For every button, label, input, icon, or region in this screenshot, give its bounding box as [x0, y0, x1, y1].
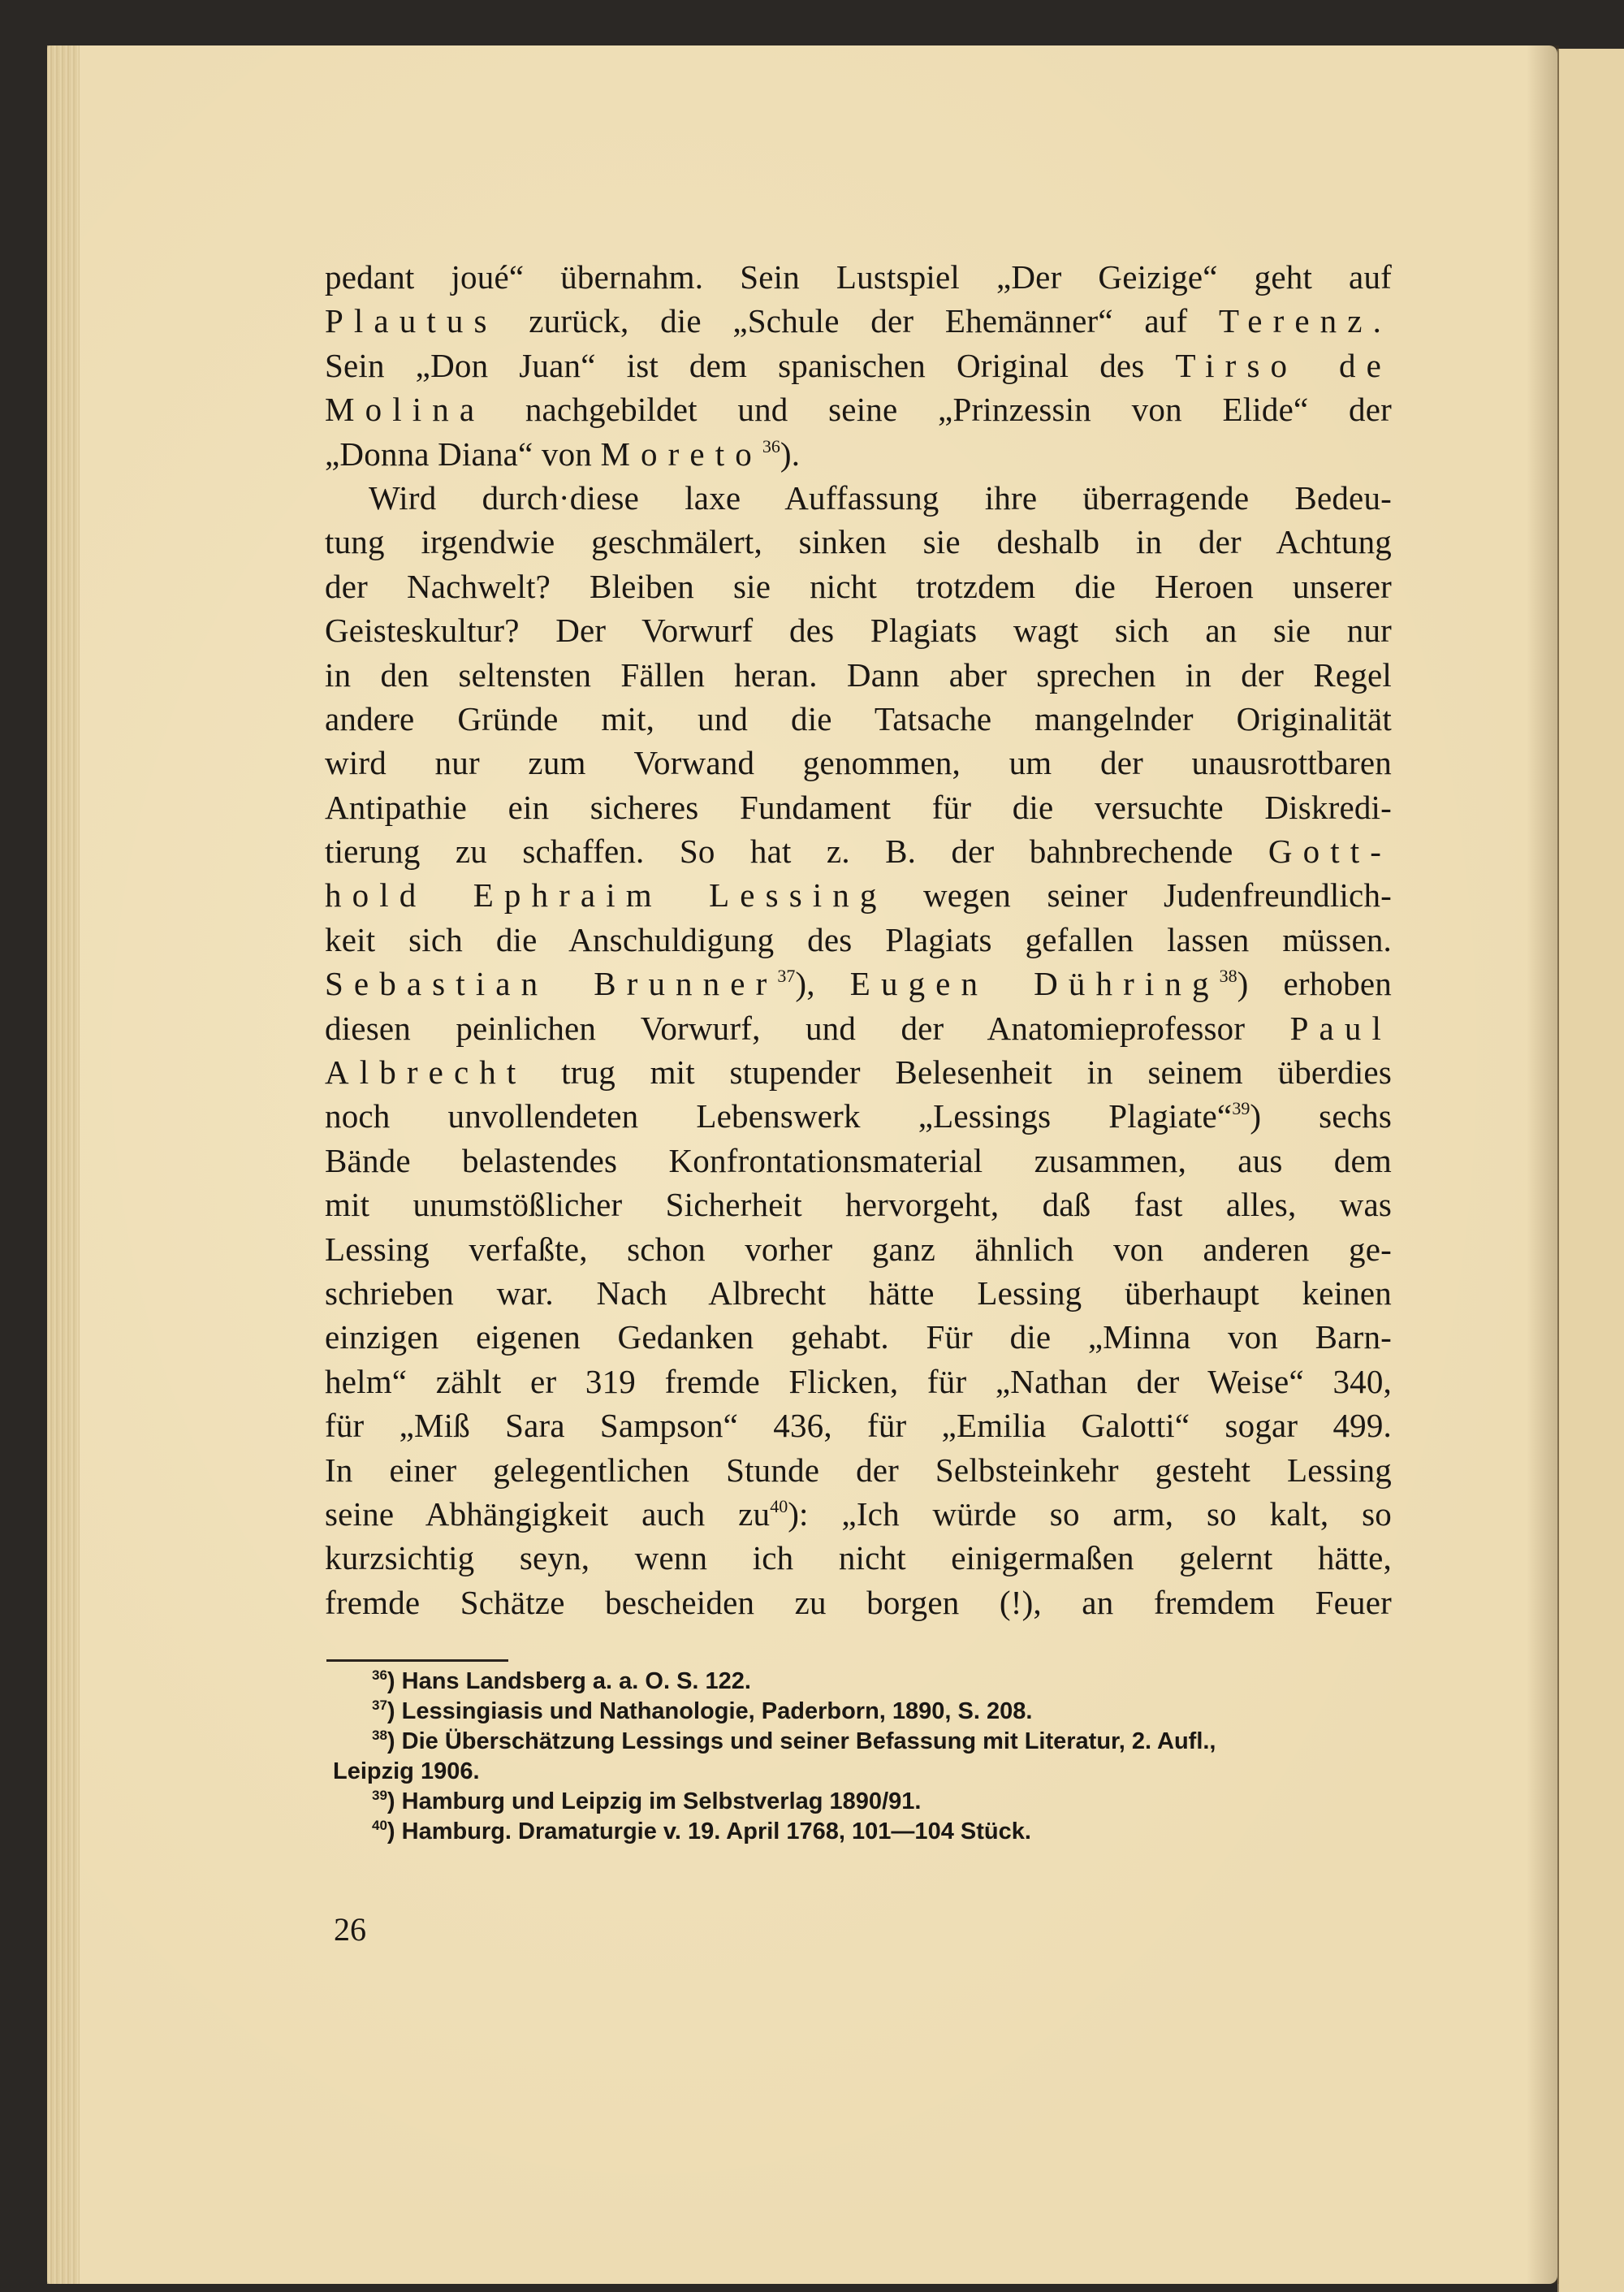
text-line — [325, 564, 1392, 608]
footnote-reference: 38 — [1219, 966, 1237, 987]
text-run: kurzsichtig seyn, wenn ich nicht einigermaßen gelernt hätte, — [325, 1539, 1392, 1577]
footnote-number: 39 — [372, 1788, 387, 1803]
body-text — [325, 255, 1392, 1624]
footnote-reference: 40 — [770, 1495, 788, 1516]
text-line — [325, 299, 1392, 343]
footnote — [333, 1697, 1389, 1727]
footnote-reference: 39 — [1232, 1098, 1250, 1119]
footnotes — [333, 1667, 1389, 1847]
spaced-name: hold Ephraim Lessing — [325, 876, 888, 915]
text-run: Bände belastendes Konfrontationsmaterial zusammen, aus dem — [325, 1141, 1392, 1179]
text-run: einzigen eigenen Gedanken gehabt. Für die „Minna von Barn- — [325, 1318, 1392, 1356]
spaced-name: Sebastian Brunner — [325, 965, 778, 1003]
page-number: 26 — [334, 1911, 366, 1948]
footnote — [333, 1817, 1389, 1847]
text-run: schrieben war. Nach Albrecht hätte Lessing überhaupt keinen — [325, 1274, 1392, 1312]
spaced-name: Eugen Dühring — [849, 965, 1220, 1003]
footnote — [333, 1787, 1389, 1817]
text-run: tierung zu schaffen. So hat z. B. der bahnbrechende — [325, 832, 1268, 871]
spaced-name: Tirso de — [1175, 346, 1392, 384]
text-run: nachgebildet und seine „Prinzessin von Elide“ der — [485, 391, 1392, 429]
text-run: fremde Schätze bescheiden zu borgen (!), an fremdem Feuer — [325, 1583, 1392, 1621]
text-line — [325, 432, 1392, 476]
text-line — [325, 1536, 1392, 1580]
text-run: In einer gelegentlichen Stunde der Selbsteinkehr gesteht Lessing — [325, 1451, 1392, 1489]
footnote-number: 38 — [372, 1728, 387, 1743]
text-run: andere Gründe mit, und die Tatsache mangelnder Originalität — [325, 699, 1392, 737]
text-line — [325, 1448, 1392, 1492]
text-line — [325, 1050, 1392, 1094]
text-run: ) sechs — [1250, 1097, 1392, 1135]
text-run: Sein „Don Juan“ ist dem spanischen Original des — [325, 346, 1176, 384]
text-line — [325, 1360, 1392, 1403]
text-line — [325, 697, 1392, 741]
text-line — [325, 962, 1392, 1005]
text-line — [325, 387, 1392, 431]
text-line — [325, 1094, 1392, 1138]
spaced-name: Plautus — [325, 302, 498, 340]
footnote-text: ) Lessingiasis und Nathanologie, Paderborn, 1890, S. 208. — [387, 1698, 1033, 1724]
text-run: seine Abhängigkeit auch zu — [325, 1494, 771, 1533]
text-line — [325, 653, 1392, 697]
text-run: trug mit stupender Belesenheit in seinem überdies — [526, 1053, 1392, 1092]
footnote — [333, 1757, 1389, 1787]
footnote-text: ) Hamburg. Dramaturgie v. 19. April 1768, 101—104 Stück. — [387, 1818, 1031, 1844]
text-run: wird nur zum Vorwand genommen, um der unausrottbaren — [325, 744, 1392, 782]
text-run: „Donna Diana“ von — [325, 435, 601, 473]
text-line — [325, 1006, 1392, 1050]
text-line — [325, 1315, 1392, 1359]
footnote — [333, 1727, 1389, 1757]
text-run: ) erhoben — [1237, 965, 1392, 1003]
gutter-shadow — [1527, 45, 1559, 2284]
text-line — [325, 1403, 1392, 1447]
text-line — [325, 1492, 1392, 1536]
text-run: für „Miß Sara Sampson“ 436, für „Emilia Galotti“ sogar 499. — [325, 1407, 1392, 1445]
text-line — [325, 1183, 1392, 1226]
text-run: pedant joué“ übernahm. Sein Lustspiel „Der Geizige“ geht auf — [325, 258, 1392, 296]
text-run: helm“ zählt er 319 fremde Flicken, für „Nathan der Weise“ 340, — [325, 1362, 1392, 1400]
footnote — [333, 1667, 1389, 1697]
footnote-text: ) Hamburg und Leipzig im Selbstverlag 1890/91. — [387, 1788, 922, 1814]
spaced-name: Terenz. — [1218, 302, 1392, 340]
text-line — [325, 918, 1392, 962]
footnote-reference: 36 — [762, 435, 780, 456]
text-line — [325, 1581, 1392, 1624]
text-line — [325, 1139, 1392, 1183]
footnote-number: 40 — [372, 1818, 387, 1833]
text-run: Wird durch·diese laxe Auffassung ihre überragende Bedeu- — [369, 478, 1392, 517]
text-run: tung irgendwie geschmälert, sinken sie deshalb in der Achtung — [325, 523, 1392, 561]
spaced-name: Moreto — [600, 435, 762, 473]
footnote-number: 37 — [372, 1697, 387, 1713]
text-line — [325, 520, 1392, 564]
text-run: wegen seiner Judenfreundlich- — [887, 876, 1392, 915]
spaced-name: Gott- — [1268, 832, 1392, 871]
text-run: ): „Ich würde so arm, so kalt, so — [788, 1494, 1393, 1533]
text-run: ). — [780, 435, 801, 473]
text-run: Geisteskultur? Der Vorwurf des Plagiats wagt sich an sie nur — [325, 612, 1392, 650]
text-run: keit sich die Anschuldigung des Plagiats gefallen lassen müssen. — [325, 920, 1392, 958]
text-line — [325, 873, 1392, 917]
footnote-text: ) Die Überschätzung Lessings und seiner Befassung mit Literatur, 2. Aufl., — [387, 1728, 1216, 1754]
text-line — [325, 476, 1392, 520]
text-run: Antipathie ein sicheres Fundament für die versuchte Diskredi- — [325, 788, 1392, 826]
footnote-separator — [326, 1659, 508, 1662]
text-run: noch unvollendeten Lebenswerk „Lessings Plagiate“ — [325, 1097, 1233, 1135]
text-run: zurück, die „Schule der Ehemänner“ auf — [497, 302, 1219, 340]
text-run: ), — [795, 965, 850, 1003]
footnote-text: ) Hans Landsberg a. a. O. S. 122. — [387, 1668, 751, 1694]
spaced-name: Paul — [1289, 1009, 1392, 1047]
footnote-text: Leipzig 1906. — [333, 1758, 480, 1784]
spaced-name: Molina — [325, 391, 486, 429]
text-line — [325, 1227, 1392, 1271]
text-run: mit unumstößlicher Sicherheit hervorgeht, daß fast alles, was — [325, 1186, 1392, 1224]
spaced-name: Albrecht — [325, 1053, 527, 1092]
text-line — [325, 829, 1392, 873]
text-run: in den seltensten Fällen heran. Dann aber sprechen in der Regel — [325, 655, 1392, 694]
footnote-reference: 37 — [777, 966, 796, 987]
text-line — [325, 785, 1392, 829]
text-line — [325, 255, 1392, 299]
footnote-number: 36 — [372, 1667, 387, 1683]
text-line — [325, 741, 1392, 785]
text-run: diesen peinlichen Vorwurf, und der Anatomieprofessor — [325, 1009, 1290, 1047]
facing-page-edge — [1557, 49, 1624, 2292]
text-line — [325, 344, 1392, 387]
text-run: Lessing verfaßte, schon vorher ganz ähnlich von anderen ge- — [325, 1230, 1392, 1268]
text-run: der Nachwelt? Bleiben sie nicht trotzdem die Heroen unserer — [325, 567, 1392, 605]
page-stack-edge — [47, 45, 80, 2284]
text-line — [325, 1271, 1392, 1315]
text-line — [325, 608, 1392, 652]
